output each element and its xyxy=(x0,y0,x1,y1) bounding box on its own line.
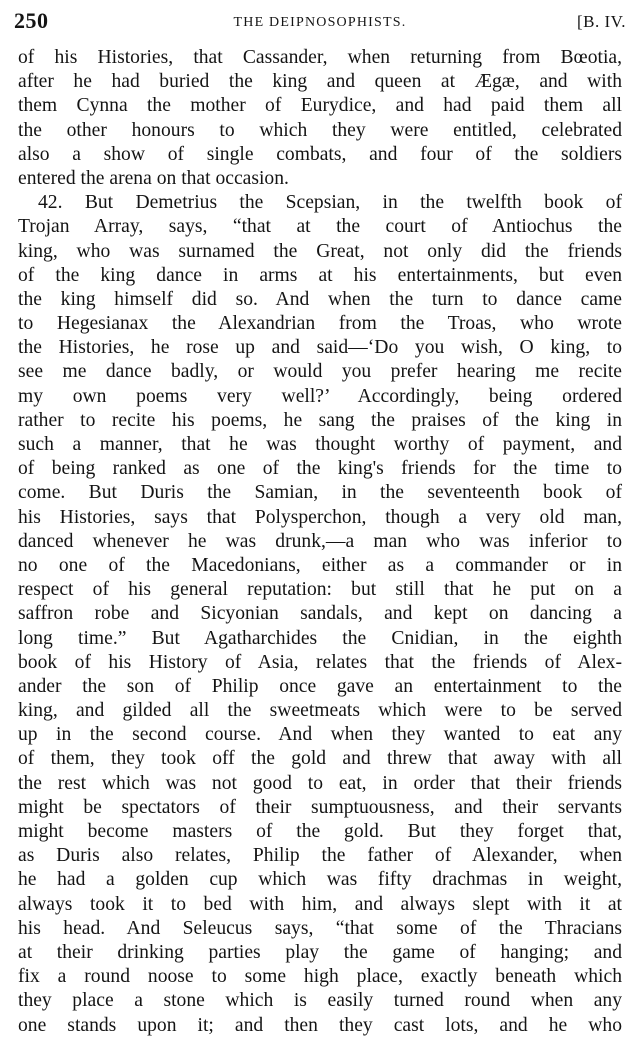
text-line: also a show of single combats, and four of the soldiers xyxy=(18,143,622,165)
text-line: of being ranked as one of the king's friends for the time to xyxy=(18,458,622,480)
text-line: my own poems very well?’ Accordingly, being ordered xyxy=(18,385,622,407)
text-line: long time.” But Agatharchides the Cnidian, in the eighth xyxy=(18,627,622,649)
text-line: he had a golden cup which was fifty drachmas in weight, xyxy=(18,869,622,891)
text-line: the king himself did so. And when the turn to dance came xyxy=(18,288,622,310)
text-line: his Histories, says that Polysperchon, though a very old man, xyxy=(18,506,622,528)
text-line: as Duris also relates, Philip the father of Alexander, when xyxy=(18,845,622,867)
text-line: entered the arena on that occasion. xyxy=(18,167,289,189)
text-line: them Cynna the mother of Eurydice, and had paid them all xyxy=(18,95,622,117)
text-line: always took it to bed with him, and always slept with it at xyxy=(18,893,622,915)
text-line: Trojan Array, says, “that at the court of Antiochus the xyxy=(18,216,622,238)
text-line: of them, they took off the gold and threw that away with all xyxy=(18,748,622,770)
text-line: after he had buried the king and queen at Ægæ, and with xyxy=(18,71,622,93)
text-line: come. But Duris the Samian, in the seventeenth book of xyxy=(18,482,622,504)
text-line: see me dance badly, or would you prefer hearing me recite xyxy=(18,361,622,383)
text-line: danced whenever he was drunk,—a man who was inferior to xyxy=(18,530,622,552)
text-line: rather to recite his poems, he sang the praises of the king in xyxy=(18,409,622,431)
running-title: THE DEIPNOSOPHISTS. xyxy=(233,15,407,30)
text-line: king, who was surnamed the Great, not only did the friends xyxy=(18,240,622,262)
text-line: at their drinking parties play the game of hanging; and xyxy=(18,941,622,963)
text-line: saffron robe and Sicyonian sandals, and kept on dancing a xyxy=(18,603,622,625)
text-line: the rest which was not good to eat, in order that their friends xyxy=(18,772,622,794)
text-line: respect of his general reputation: but still that he put on a xyxy=(18,579,622,601)
text-line: to Hegesianax the Alexandrian from the Troas, who wrote xyxy=(18,313,622,335)
text-line: 42. But Demetrius the Scepsian, in the twelfth book of xyxy=(38,192,622,214)
page-header xyxy=(14,6,626,38)
text-line: king, and gilded all the sweetmeats which were to be served xyxy=(18,700,622,722)
text-line: his head. And Seleucus says, “that some of the Thracians xyxy=(18,917,622,939)
body-text xyxy=(18,46,622,1038)
book-reference: [B. IV. xyxy=(577,12,626,31)
text-line: of his Histories, that Cassander, when returning from Bœotia, xyxy=(18,47,622,68)
text-line: ander the son of Philip once gave an entertainment to the xyxy=(18,675,622,697)
text-line: they place a stone which is easily turned round when any xyxy=(18,990,622,1012)
page-number: 250 xyxy=(14,8,49,33)
text-line: might be spectators of their sumptuousness, and their servants xyxy=(18,796,622,818)
text-line: no one of the Macedonians, either as a commander or in xyxy=(18,554,622,576)
text-line: one stands upon it; and then they cast lots, and he who xyxy=(18,1014,622,1036)
text-line: the other honours to which they were entitled, celebrated xyxy=(18,119,622,141)
text-line: fix a round noose to some high place, exactly beneath which xyxy=(18,966,622,988)
text-line: book of his History of Asia, relates that the friends of Alex- xyxy=(18,651,622,673)
text-line: up in the second course. And when they wanted to eat any xyxy=(18,724,622,746)
text-line: such a manner, that he was thought worthy of payment, and xyxy=(18,434,622,455)
text-line: of the king dance in arms at his entertainments, but even xyxy=(18,264,622,286)
text-line: might become masters of the gold. But they forget that, xyxy=(18,821,622,842)
text-line: the Histories, he rose up and said—‘Do you wish, O king, to xyxy=(18,337,622,359)
